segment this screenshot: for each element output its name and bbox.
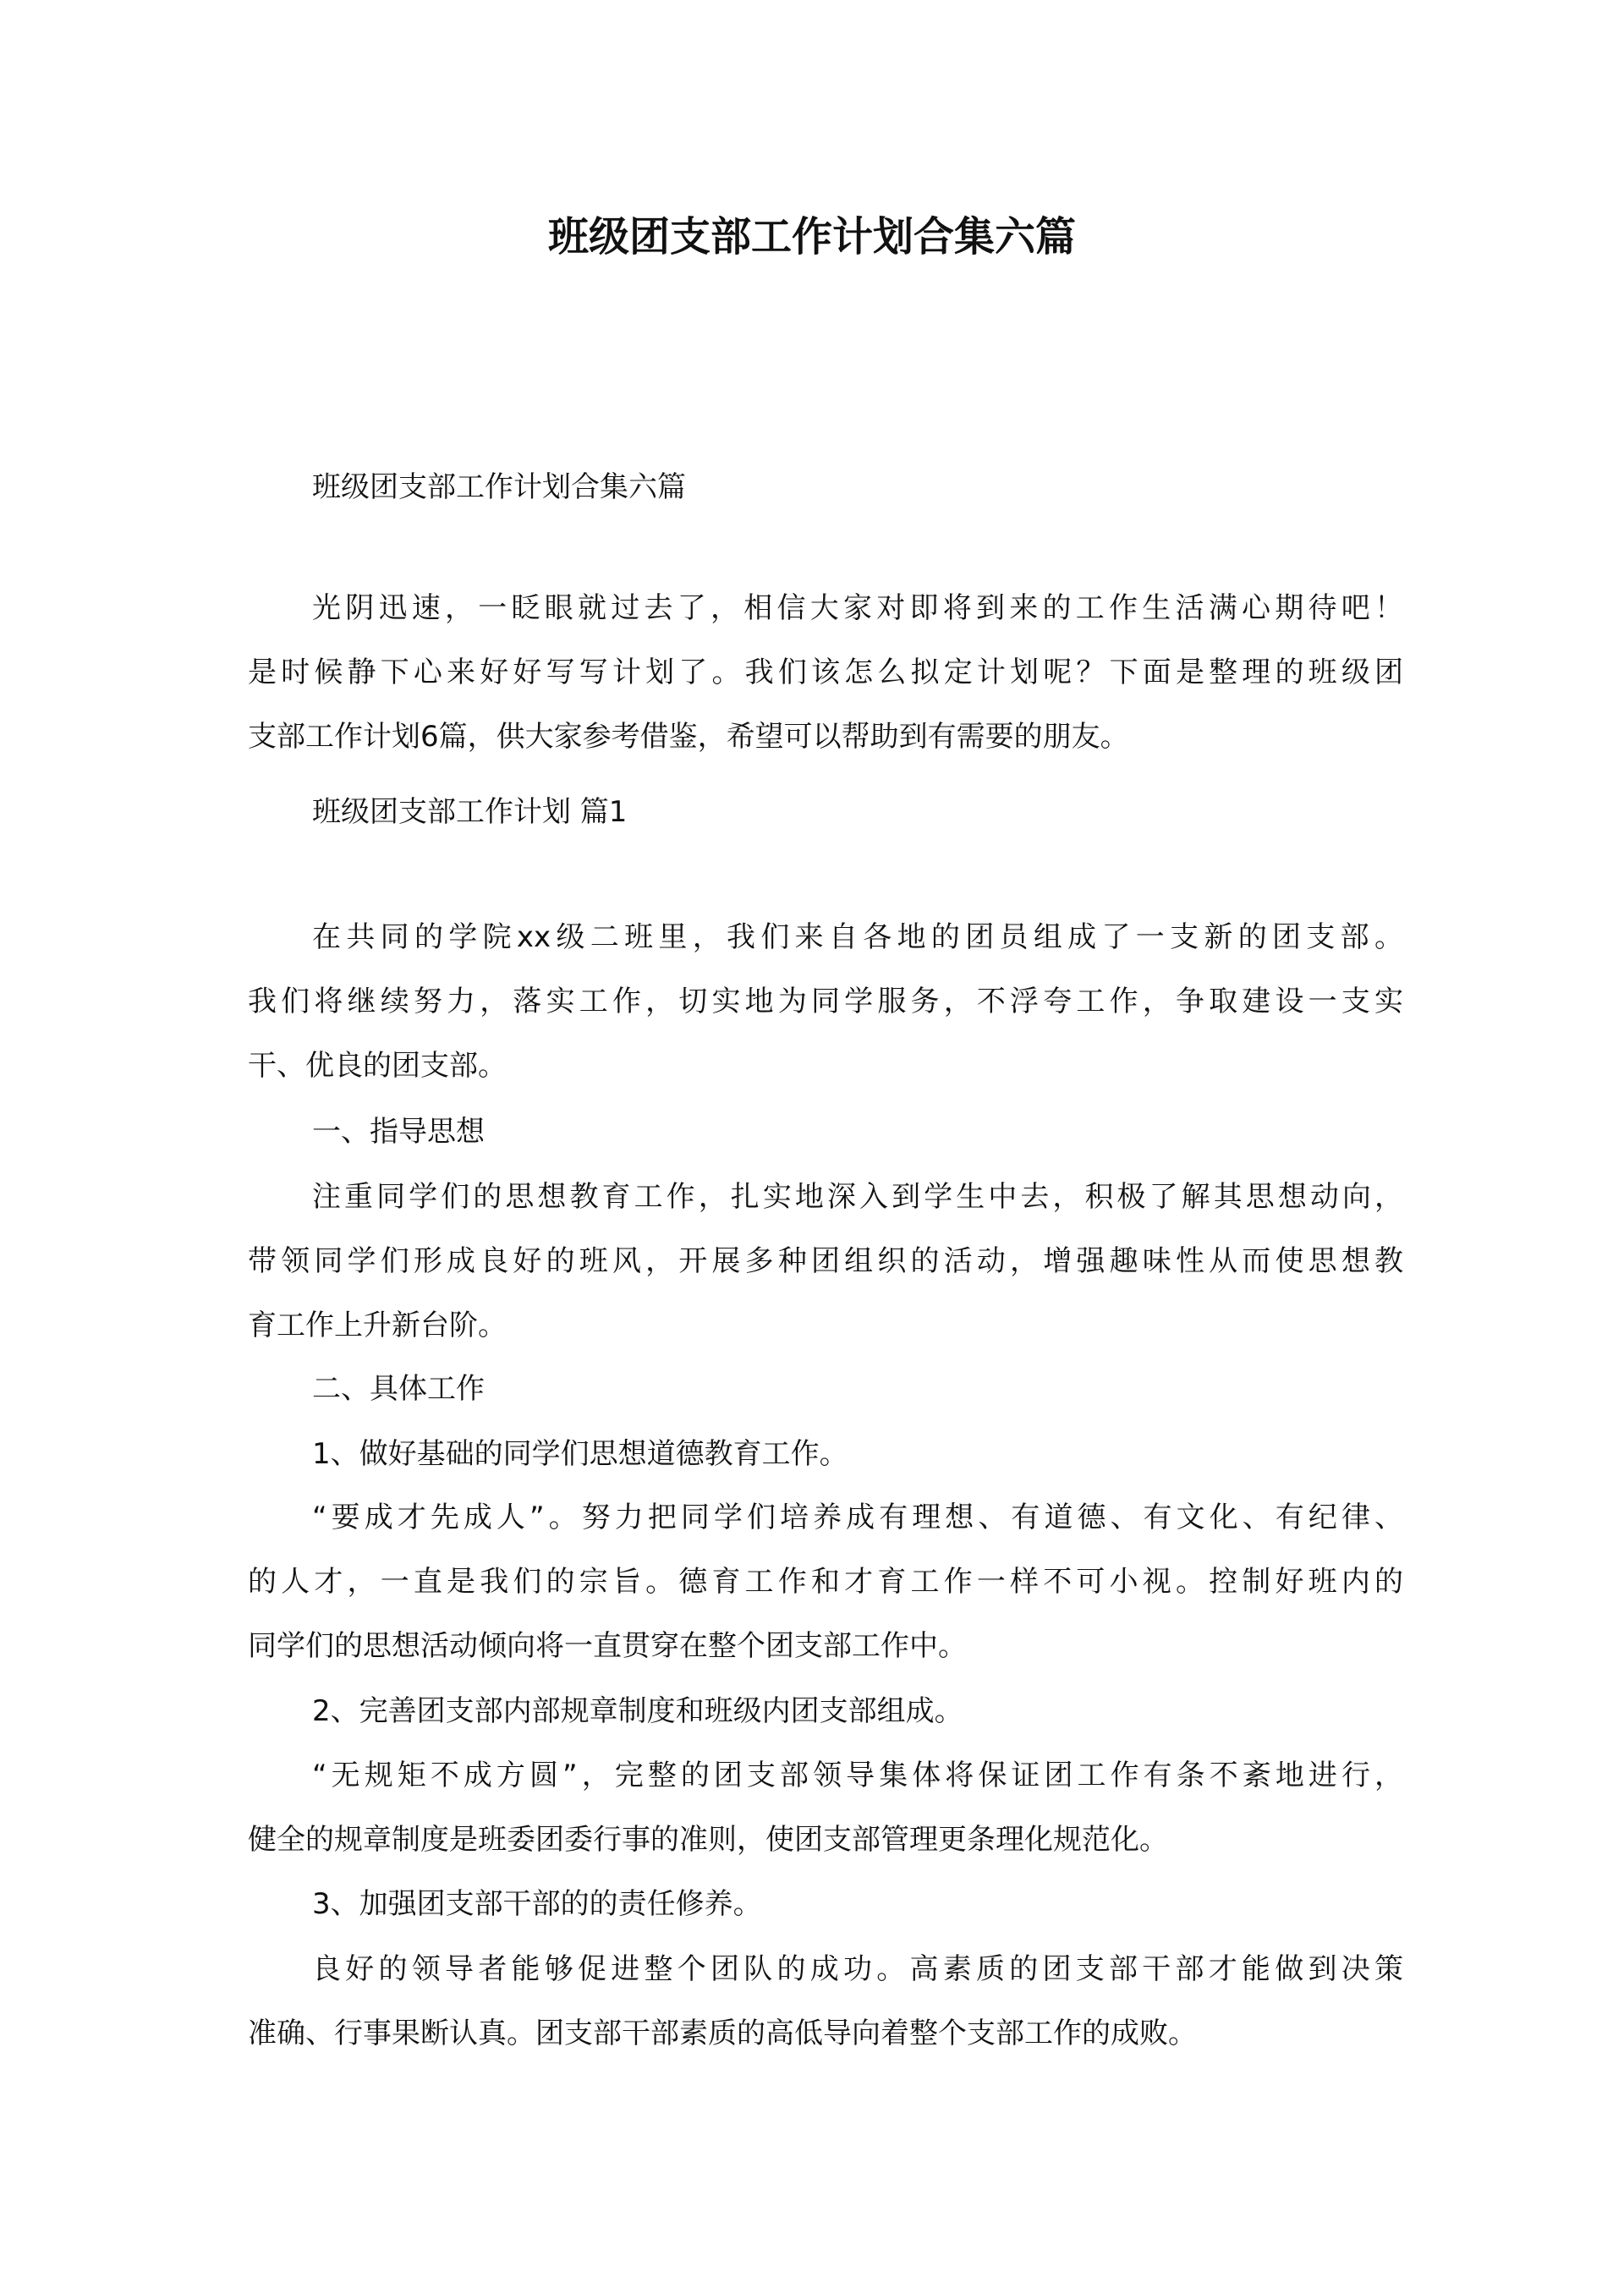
text-line: 我们将继续努力，落实工作，切实地为同学服务，不浮夸工作，争取建设一支实	[248, 985, 1403, 1018]
subheading-text: 3、加强团支部干部的的责任修养。	[312, 1887, 762, 1921]
subheading	[248, 1679, 1403, 1743]
text-line: 育工作上升新台阶。	[248, 1309, 507, 1342]
text-line: 支部工作计划6篇，供大家参考借鉴，希望可以帮助到有需要的朋友。	[248, 720, 1129, 754]
text-line: 健全的规章制度是班委团委行事的准则，使团支部管理更条理化规范化。	[248, 1823, 1168, 1857]
subheading	[248, 1422, 1403, 1486]
subheading	[248, 1872, 1403, 1936]
section-heading	[248, 780, 1403, 844]
paragraph	[248, 1937, 1403, 2066]
heading	[248, 1357, 1403, 1421]
text-line: 良好的领导者能够促进整个团队的成功。高素质的团支部干部才能做到决策	[312, 1952, 1403, 1986]
subtitle	[248, 455, 1403, 519]
subtitle-text: 班级团支部工作计划合集六篇	[312, 470, 686, 504]
text-line: 是时候静下心来好好写写计划了。我们该怎么拟定计划呢？下面是整理的班级团	[248, 656, 1403, 689]
subheading-text: 2、完善团支部内部规章制度和班级内团支部组成。	[312, 1694, 963, 1728]
heading	[248, 1100, 1403, 1164]
heading-text: 二、具体工作	[312, 1372, 485, 1406]
intro-paragraph	[248, 576, 1403, 769]
paragraph	[248, 1165, 1403, 1358]
document-title: 班级团支部工作计划合集六篇	[547, 213, 1076, 261]
text-line: “要成才先成人”。努力把同学们培养成有理想、有道德、有文化、有纪律、	[312, 1501, 1403, 1534]
paragraph	[248, 1485, 1403, 1678]
text-line: 带领同学们形成良好的班风，开展多种团组织的活动，增强趣味性从而使思想教	[248, 1244, 1403, 1278]
text-line: “无规矩不成方圆”，完整的团支部领导集体将保证团工作有条不紊地进行，	[312, 1759, 1403, 1792]
paragraph	[248, 905, 1403, 1098]
text-line: 的人才，一直是我们的宗旨。德育工作和才育工作一样不可小视。控制好班内的	[248, 1565, 1403, 1599]
text-line: 同学们的思想活动倾向将一直贯穿在整个团支部工作中。	[248, 1629, 967, 1663]
heading-text: 一、指导思想	[312, 1115, 485, 1149]
text-line: 注重同学们的思想教育工作，扎实地深入到学生中去，积极了解其思想动向，	[312, 1180, 1403, 1214]
text-line: 准确、行事果断认真。团支部干部素质的高低导向着整个支部工作的成败。	[248, 2017, 1197, 2050]
paragraph	[248, 1743, 1403, 1872]
heading-text: 班级团支部工作计划 篇1	[312, 795, 628, 829]
text-line: 在共同的学院xx级二班里，我们来自各地的团员组成了一支新的团支部。	[312, 920, 1403, 954]
text-line: 干、优良的团支部。	[248, 1049, 507, 1083]
text-line: 光阴迅速，一眨眼就过去了，相信大家对即将到来的工作生活满心期待吧！	[312, 591, 1403, 625]
subheading-text: 1、做好基础的同学们思想道德教育工作。	[312, 1437, 848, 1471]
